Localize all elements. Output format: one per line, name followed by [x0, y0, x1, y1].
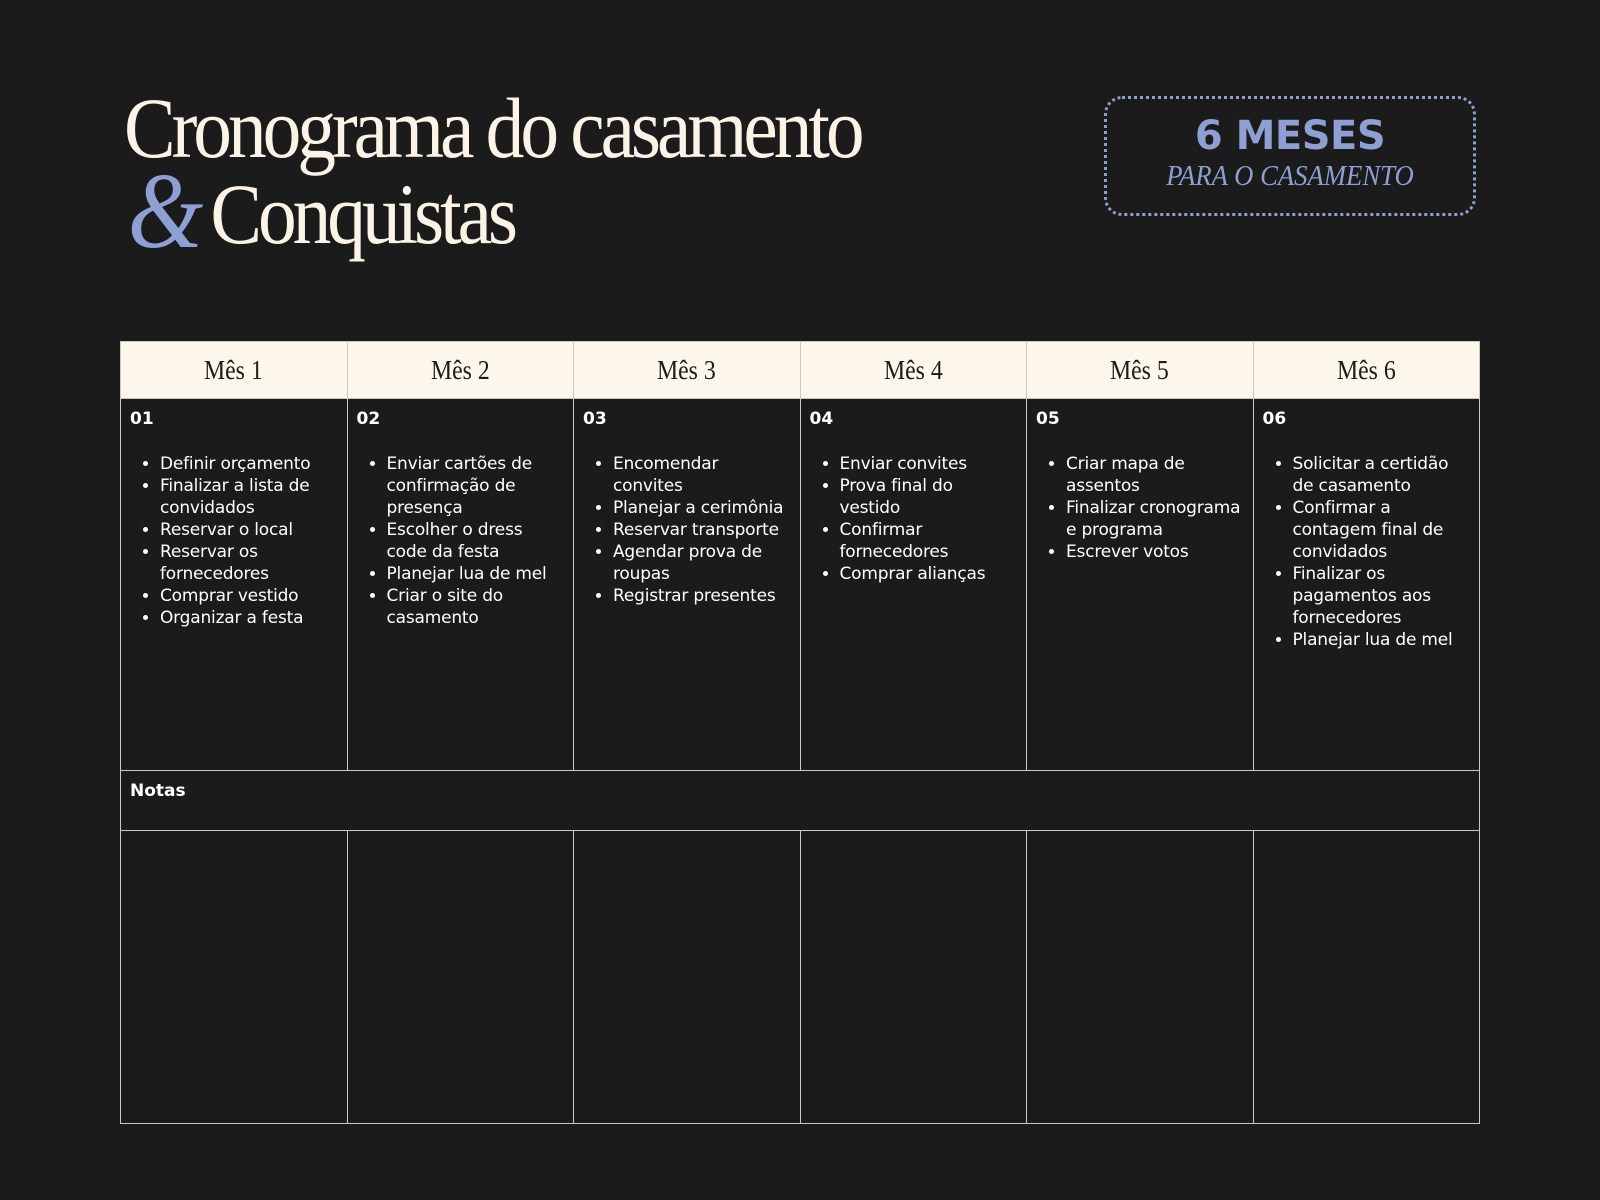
- month-number: 05: [1036, 409, 1060, 429]
- tasks-row: [121, 399, 1480, 771]
- month-tasks-cell: [347, 399, 574, 771]
- task-item: • Reservar transporte: [613, 519, 792, 541]
- task-item: • Reservar o local: [160, 519, 339, 541]
- month-heading-label: Mês 1: [204, 354, 264, 385]
- ampersand-glyph: &: [127, 152, 198, 271]
- task-list: [810, 453, 1019, 585]
- task-item: • Solicitar a certidão de casamento: [1293, 453, 1472, 497]
- task-item: • Enviar cartões de confirmação de presença: [387, 453, 566, 519]
- task-item: • Encomendar convites: [613, 453, 792, 497]
- month-number: 03: [583, 409, 607, 429]
- month-heading-label: Mês 3: [657, 354, 717, 385]
- title-line-2-text: Conquistas: [210, 166, 514, 262]
- task-list: [583, 453, 792, 607]
- task-item: • Confirmar fornecedores: [840, 519, 1019, 563]
- task-item: • Escrever votos: [1066, 541, 1245, 563]
- month-heading-5: [1027, 342, 1254, 399]
- task-list: [1263, 453, 1472, 651]
- notes-cell: [347, 831, 574, 1124]
- month-heading-label: Mês 4: [883, 354, 943, 385]
- badge-title: 6 MESES: [1194, 113, 1386, 159]
- month-header-row: [121, 342, 1480, 399]
- badge-subtitle: PARA O CASAMENTO: [1166, 160, 1414, 192]
- month-heading-2: [347, 342, 574, 399]
- month-heading-4: [800, 342, 1027, 399]
- month-number: 02: [356, 409, 381, 429]
- month-heading-label: Mês 5: [1110, 354, 1170, 385]
- notes-header-cell: [121, 771, 1480, 831]
- notes-cell: [121, 831, 348, 1124]
- task-item: • Confirmar a contagem final de convidados: [1293, 497, 1472, 563]
- task-list: [130, 453, 339, 629]
- task-item: • Enviar convites: [840, 453, 1019, 475]
- title-line-1: Cronograma do casamento: [124, 80, 861, 176]
- month-tasks-cell: [121, 399, 348, 771]
- month-tasks-cell: [800, 399, 1027, 771]
- notes-cell: [574, 831, 801, 1124]
- task-item: • Escolher o dress code da festa: [387, 519, 566, 563]
- month-heading-label: Mês 2: [430, 354, 490, 385]
- task-item: • Definir orçamento: [160, 453, 339, 475]
- month-heading-1: [121, 342, 348, 399]
- month-heading-label: Mês 6: [1336, 354, 1396, 385]
- month-number: 06: [1262, 409, 1287, 429]
- task-item: • Agendar prova de roupas: [613, 541, 792, 585]
- task-item: • Finalizar os pagamentos aos fornecedores: [1293, 563, 1472, 629]
- task-item: • Registrar presentes: [613, 585, 792, 607]
- task-item: • Comprar vestido: [160, 585, 339, 607]
- month-tasks-cell: [574, 399, 801, 771]
- task-item: • Reservar os fornecedores: [160, 541, 339, 585]
- notes-cell: [800, 831, 1027, 1124]
- notes-label: Notas: [130, 781, 186, 801]
- task-item: • Finalizar a lista de convidados: [160, 475, 339, 519]
- notes-blank-row: [121, 831, 1480, 1124]
- task-list: [1036, 453, 1245, 563]
- task-list: [357, 453, 566, 629]
- month-number: 04: [809, 409, 834, 429]
- task-item: • Planejar lua de mel: [387, 563, 566, 585]
- month-heading-6: [1253, 342, 1480, 399]
- page-title: [124, 80, 861, 271]
- task-item: • Finalizar cronograma e programa: [1066, 497, 1245, 541]
- notes-cell: [1253, 831, 1480, 1124]
- task-item: • Planejar a cerimônia: [613, 497, 792, 519]
- month-number: 01: [130, 409, 154, 429]
- countdown-badge: [1104, 96, 1476, 216]
- task-item: • Prova final do vestido: [840, 475, 1019, 519]
- timeline-table: [120, 341, 1480, 1124]
- month-heading-3: [574, 342, 801, 399]
- title-line-2: [124, 152, 860, 271]
- task-item: • Criar mapa de assentos: [1066, 453, 1245, 497]
- task-item: • Planejar lua de mel: [1293, 629, 1472, 651]
- task-item: • Comprar alianças: [840, 563, 1019, 585]
- task-item: • Criar o site do casamento: [387, 585, 566, 629]
- month-tasks-cell: [1027, 399, 1254, 771]
- notes-row: [121, 771, 1480, 831]
- month-tasks-cell: [1253, 399, 1480, 771]
- notes-cell: [1027, 831, 1254, 1124]
- task-item: • Organizar a festa: [160, 607, 339, 629]
